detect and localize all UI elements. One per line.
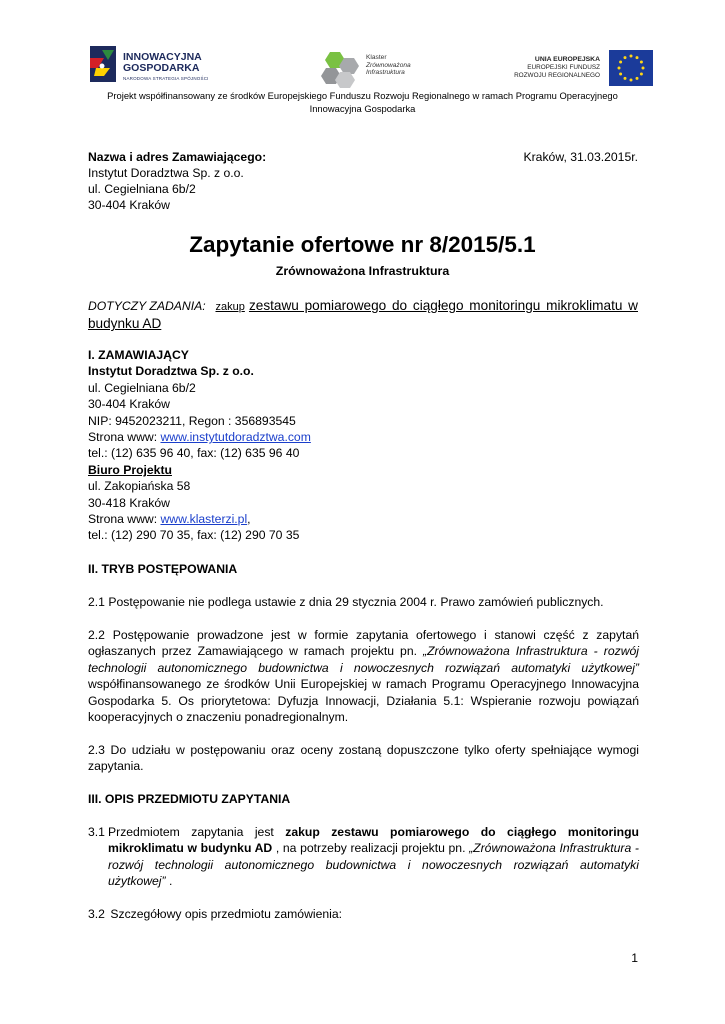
instytut-website-link[interactable]: www.instytutdoradztwa.com <box>160 430 311 445</box>
klaster-hexagon-icon <box>318 50 362 88</box>
cofinance-line2: Innowacyjna Gospodarka <box>309 103 416 114</box>
section1-city: 30-404 Kraków <box>88 397 170 412</box>
section3-p32 <box>88 906 639 922</box>
buyer-city: 30-404 Kraków <box>88 198 170 212</box>
p32-number: 3.2 <box>88 907 105 921</box>
section1-ids: NIP: 9452023211, Regon : 356893545 <box>88 413 296 428</box>
page-title: Zapytanie ofertowe nr 8/2015/5.1 <box>189 232 536 257</box>
page-number: 1 <box>631 951 638 965</box>
klaster-website-link[interactable]: www.klasterzi.pl <box>160 512 248 527</box>
p22-text-b: współfinansowanego ze środków Unii Europejskiej w ramach Programu Operacyjnego Innowacyjna Gospodarka 5. Os priorytetowa: Dyfuzja Innowacji, Działania 5.1: Wspieranie rozwoju powiązań kooperacyjnych o znaczeniu ponadregionalnym. <box>88 677 639 725</box>
section1-www-label: Strona www: <box>88 430 161 445</box>
p31-project-name: „Zrównoważona Infrastruktura - rozwój technologii autonomicznego budownictwa i nowoczesnych rozwiązań automatyki użytkowej” <box>108 841 639 889</box>
ig-logo-line2: GOSPODARKA <box>123 62 200 74</box>
klaster-logo <box>318 50 428 90</box>
section1-name: Instytut Doradztwa Sp. z o.o. <box>88 364 254 379</box>
eu-flag-icon <box>609 50 653 86</box>
office-www-label: Strona www: <box>88 512 161 527</box>
office-www-suffix: , <box>247 512 251 527</box>
section3-heading: III. OPIS PRZEDMIOTU ZAPYTANIA <box>88 792 291 806</box>
office-phone: tel.: (12) 290 70 35, fax: (12) 290 70 35 <box>88 528 300 543</box>
eu-line3: ROZWOJU REGIONALNEGO <box>514 72 600 79</box>
buyer-street: ul. Cegielniana 6b/2 <box>88 182 196 196</box>
cofinance-line1: Projekt współfinansowany ze środków Europejskiego Funduszu Rozwoju Regionalnego w ramach Programu Operacyjnego <box>107 90 618 101</box>
office-city: 30-418 Kraków <box>88 495 170 510</box>
office-street: ul. Zakopiańska 58 <box>88 479 191 494</box>
p22-text-a: 2.2 Postępowanie prowadzone jest w formie zapytania ofertowego i stanowi część z zapytań ogłaszanych przez Zamawiającego w ramach projektu pn. <box>88 628 639 659</box>
ig-logo-icon <box>88 44 120 84</box>
section2-p22 <box>88 627 639 725</box>
p31-subject: zakup zestawu pomiarowego do ciągłego monitoringu mikroklimatu w budynku AD <box>108 825 639 856</box>
ig-logo-line1: INNOWACYJNA <box>123 51 202 63</box>
p32-text: Szczegółowy opis przedmiotu zamówienia: <box>110 907 343 921</box>
klaster-line1: Klaster <box>366 54 387 61</box>
section3-p31 <box>88 824 639 890</box>
innowacyjna-gospodarka-logo <box>88 44 228 88</box>
task-word1: zakup <box>215 301 245 313</box>
section1-heading: I. ZAMAWIAJĄCY <box>88 348 189 362</box>
buyer-name: Instytut Doradztwa Sp. z o.o. <box>88 166 244 180</box>
klaster-line3: Infrastruktura <box>366 69 405 77</box>
section2-heading: II. TRYB POSTĘPOWANIA <box>88 562 238 576</box>
section2-p21: 2.1 Postępowanie nie podlega ustawie z dnia 29 stycznia 2004 r. Prawo zamówień publicznych. <box>88 595 604 609</box>
p31-text-c: . <box>165 874 173 889</box>
document-date: Kraków, 31.03.2015r. <box>523 150 638 164</box>
eu-line1: UNIA EUROPEJSKA <box>534 56 600 63</box>
buyer-label: Nazwa i adres Zamawiającego: <box>88 150 267 164</box>
p31-number: 3.1 <box>88 825 105 839</box>
p22-project-name: „Zrównoważona Infrastruktura - rozwój technologii autonomicznego budownictwa i nowoczesnych rozwiązań automatyki użytkowej” <box>88 644 639 675</box>
office-heading: Biuro Projektu <box>88 462 172 477</box>
section1-phone: tel.: (12) 635 96 40, fax: (12) 635 96 40 <box>88 446 300 461</box>
p31-text-a: Przedmiotem zapytania jest <box>108 825 286 839</box>
ig-logo-sub: NARODOWA STRATEGIA SPÓJNOŚCI <box>123 76 209 81</box>
task-subject: zestawu pomiarowego do ciągłego monitoringu mikroklimatu w <box>248 298 638 313</box>
task-label: DOTYCZY ZADANIA: <box>88 299 206 313</box>
task-subject-line2: budynku AD <box>88 316 162 332</box>
eu-logo <box>490 50 655 90</box>
eu-line2: EUROPEJSKI FUNDUSZ <box>527 64 600 71</box>
page-subtitle: Zrównoważona Infrastruktura <box>275 264 450 278</box>
section2-p23: 2.3 Do udziału w postępowaniu oraz oceny zostaną dopuszczone tylko oferty spełniające wymogi zapytania. <box>88 743 639 774</box>
klaster-line2: Zrównoważona <box>366 61 411 69</box>
p31-text-b: , na potrzeby realizacji projektu pn. <box>272 841 470 856</box>
section1-street: ul. Cegielniana 6b/2 <box>88 380 196 395</box>
